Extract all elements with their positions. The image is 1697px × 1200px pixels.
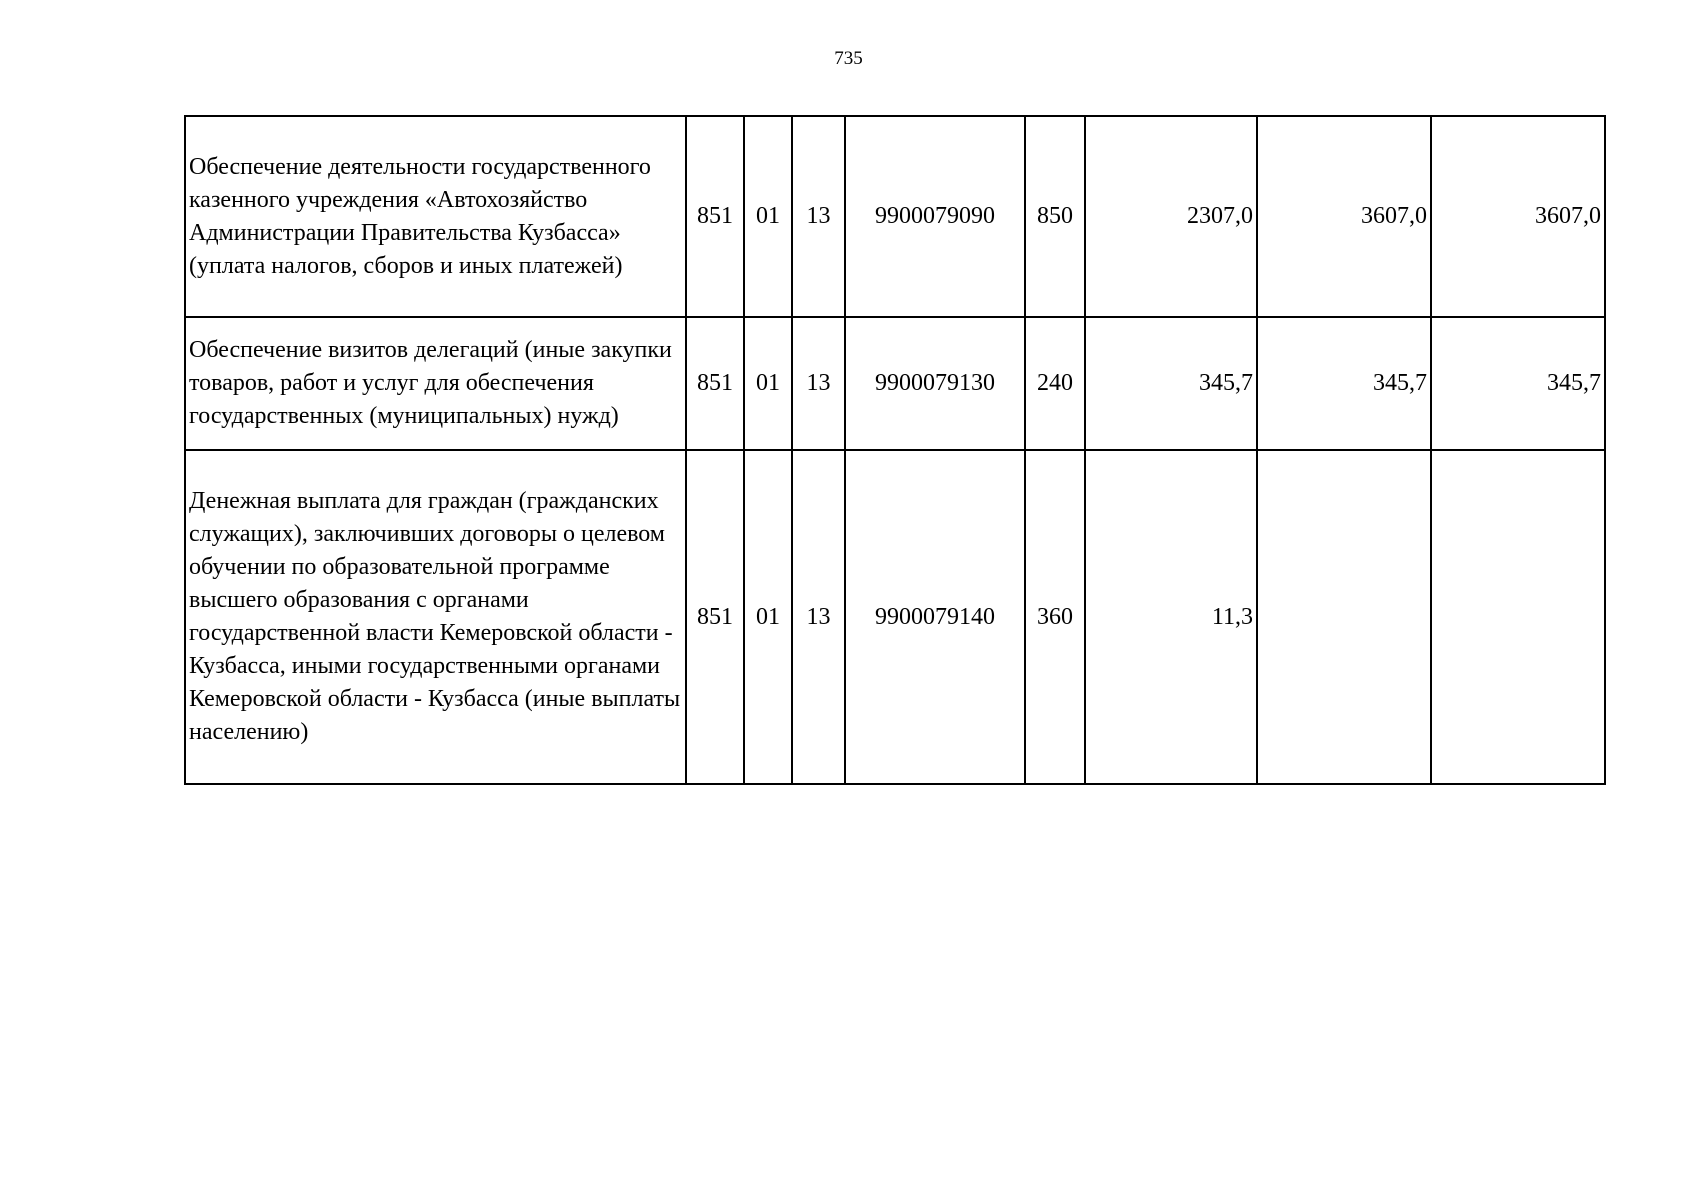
subsection-code: 13 — [792, 450, 845, 784]
ministry-code: 851 — [686, 116, 744, 317]
amount-year-3: 3607,0 — [1431, 116, 1605, 317]
section-code: 01 — [744, 116, 792, 317]
amount-year-2 — [1257, 450, 1431, 784]
target-article-code: 9900079130 — [845, 317, 1025, 450]
amount-year-2: 345,7 — [1257, 317, 1431, 450]
amount-year-1: 11,3 — [1085, 450, 1257, 784]
budget-table — [184, 115, 1606, 785]
table-row — [185, 450, 1605, 784]
row-description: Обеспечение визитов делегаций (иные закупки товаров, работ и услуг для обеспечения государственных (муниципальных) нужд) — [185, 317, 686, 450]
amount-year-3: 345,7 — [1431, 317, 1605, 450]
expense-type-code: 240 — [1025, 317, 1085, 450]
amount-year-2: 3607,0 — [1257, 116, 1431, 317]
target-article-code: 9900079140 — [845, 450, 1025, 784]
row-description: Денежная выплата для граждан (гражданских служащих), заключивших договоры о целевом обучении по образовательной программе высшего образования с органами государственной власти Кемеровской области - Кузбасса, иными государственными органами Кемеровской области - Кузбасса (иные выплаты населению) — [185, 450, 686, 784]
row-description: Обеспечение деятельности государственного казенного учреждения «Автохозяйство Администрации Правительства Кузбасса» (уплата налогов, сборов и иных платежей) — [185, 116, 686, 317]
target-article-code: 9900079090 — [845, 116, 1025, 317]
subsection-code: 13 — [792, 116, 845, 317]
section-code: 01 — [744, 450, 792, 784]
expense-type-code: 850 — [1025, 116, 1085, 317]
table-row — [185, 317, 1605, 450]
amount-year-1: 2307,0 — [1085, 116, 1257, 317]
amount-year-3 — [1431, 450, 1605, 784]
ministry-code: 851 — [686, 317, 744, 450]
table-row — [185, 116, 1605, 317]
section-code: 01 — [744, 317, 792, 450]
subsection-code: 13 — [792, 317, 845, 450]
expense-type-code: 360 — [1025, 450, 1085, 784]
amount-year-1: 345,7 — [1085, 317, 1257, 450]
ministry-code: 851 — [686, 450, 744, 784]
page-number: 735 — [834, 48, 863, 69]
